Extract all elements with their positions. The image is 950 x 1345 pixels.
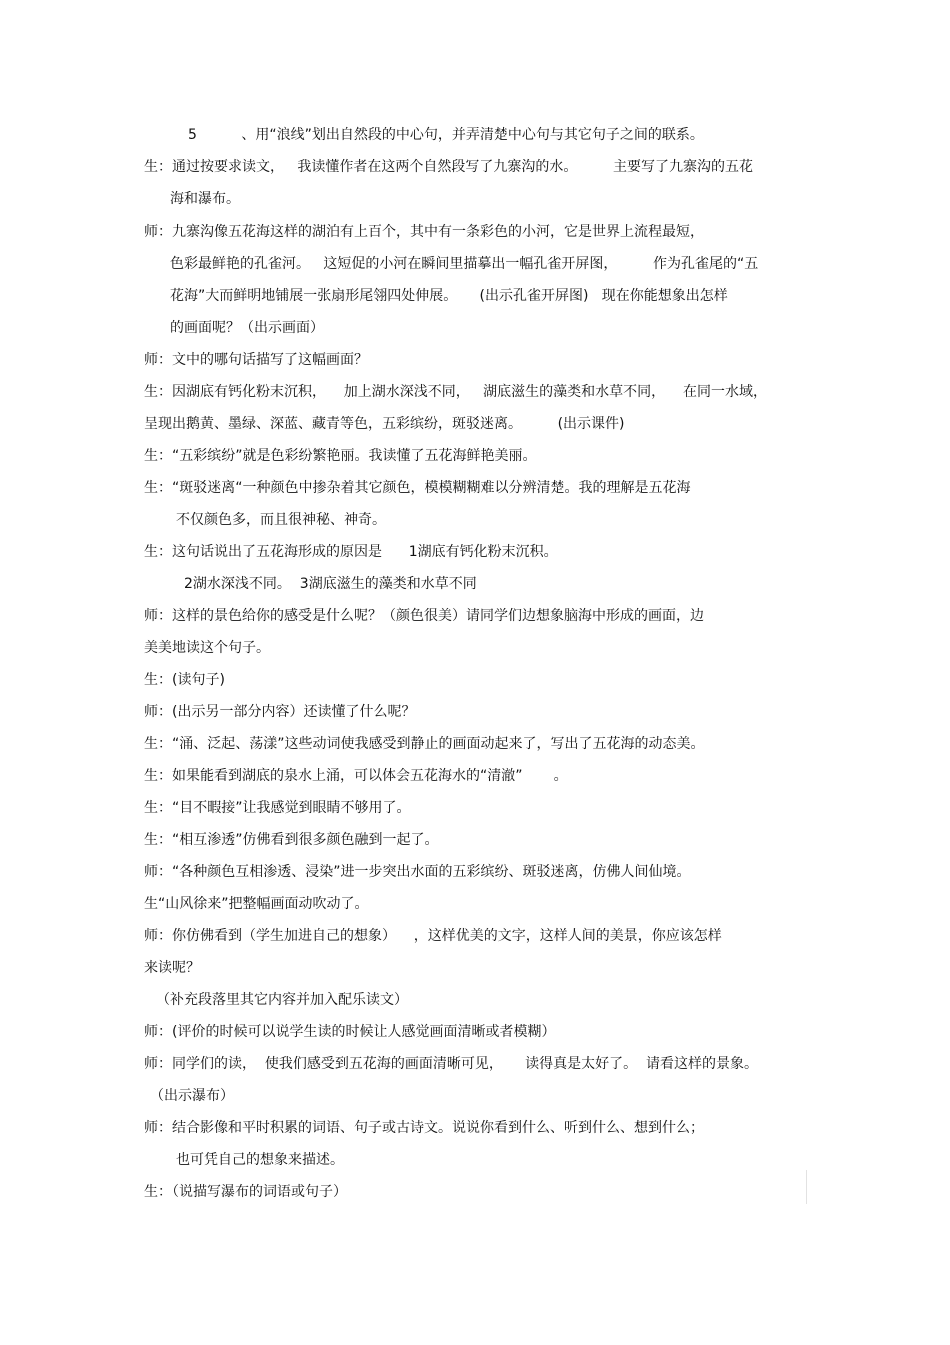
text-line: 5 、用“浪线”划出自然段的中心句，并弄清楚中心句与其它句子之间的联系。 (188, 127, 704, 143)
text-line: 生：“目不暇接”让我感觉到眼睛不够用了。 (144, 800, 411, 816)
text-line: 2湖水深浅不同。 3湖底滋生的藻类和水草不同 (184, 576, 477, 592)
text-line: 师：结合影像和平时积累的词语、句子或古诗文。说说你看到什么、听到什么、想到什么； (144, 1120, 704, 1136)
text-line: 师：(评价的时候可以说学生读的时候让人感觉画面清晰或者模糊） (144, 1024, 556, 1040)
text-line: （出示瀑布） (150, 1088, 234, 1104)
text-line: 美美地读这个句子。 (144, 640, 270, 656)
text-line: 师：你仿佛看到（学生加进自己的想象） ，这样优美的文字，这样人间的美景，你应该怎样 (144, 928, 722, 944)
text-line: 海和瀑布。 (170, 191, 240, 207)
text-line: 师：这样的景色给你的感受是什么呢？（颜色很美）请同学们边想象脑海中形成的画面，边 (144, 608, 704, 624)
text-line: （补充段落里其它内容并加入配乐读文） (156, 992, 408, 1008)
text-line: 师：九寨沟像五花海这样的湖泊有上百个，其中有一条彩色的小河，它是世界上流程最短， (144, 224, 704, 240)
text-line: 生：“五彩缤纷”就是色彩纷繁艳丽。我读懂了五花海鲜艳美丽。 (144, 448, 537, 464)
text-line: 生：通过按要求读文， 我读懂作者在这两个自然段写了九寨沟的水。 主要写了九寨沟的五花 (144, 159, 753, 175)
text-line: 的画面呢？（出示画面） (170, 320, 324, 336)
text-line: 花海”大而鲜明地铺展一张扇形尾翎四处伸展。 (出示孔雀开屏图) 现在你能想象出怎样 (170, 288, 728, 304)
text-line: 生“山风徐来”把整幅画面动吹动了。 (144, 896, 369, 912)
text-line: 生：“相互渗透”仿佛看到很多颜色融到一起了。 (144, 832, 439, 848)
text-line: 生：“涌、泛起、荡漾”这些动词使我感受到静止的画面动起来了，写出了五花海的动态美。 (144, 736, 705, 752)
text-line: 呈现出鹅黄、墨绿、深蓝、藏青等色，五彩缤纷，斑驳迷离。 (出示课件) (144, 416, 625, 432)
text-line: 生：“斑驳迷离“一种颜色中掺杂着其它颜色，模模糊糊难以分辨清楚。我的理解是五花海 (144, 480, 691, 496)
text-line: 也可凭自己的想象来描述。 (176, 1152, 344, 1168)
text-line: 师：同学们的读， 使我们感受到五花海的画面清晰可见， 读得真是太好了。 请看这样的景象。 (144, 1056, 759, 1072)
margin-rule (806, 1170, 807, 1204)
text-line: 生：(读句子) (144, 672, 225, 688)
text-line: 来读呢？ (144, 960, 200, 976)
text-line: 不仅颜色多，而且很神秘、神奇。 (176, 512, 386, 528)
text-line: 师：“各种颜色互相渗透、浸染”进一步突出水面的五彩缤纷、斑驳迷离，仿佛人间仙境。 (144, 864, 691, 880)
text-line: 生：因湖底有钙化粉末沉积， 加上湖水深浅不同， 湖底滋生的藻类和水草不同， 在同一水域， (144, 384, 767, 400)
text-line: 色彩最鲜艳的孔雀河。 这短促的小河在瞬间里描摹出一幅孔雀开屏图， 作为孔雀尾的“五 (170, 256, 759, 272)
text-line: 生：这句话说出了五花海形成的原因是 1湖底有钙化粉末沉积。 (144, 544, 558, 560)
text-line: 师：文中的哪句话描写了这幅画面？ (144, 352, 368, 368)
text-line: 师：(出示另一部分内容）还读懂了什么呢？ (144, 704, 416, 720)
text-line: 生：如果能看到湖底的泉水上涌，可以体会五花海水的“清澈” 。 (144, 768, 568, 784)
text-line: 生：（说描写瀑布的词语或句子） (144, 1184, 347, 1200)
